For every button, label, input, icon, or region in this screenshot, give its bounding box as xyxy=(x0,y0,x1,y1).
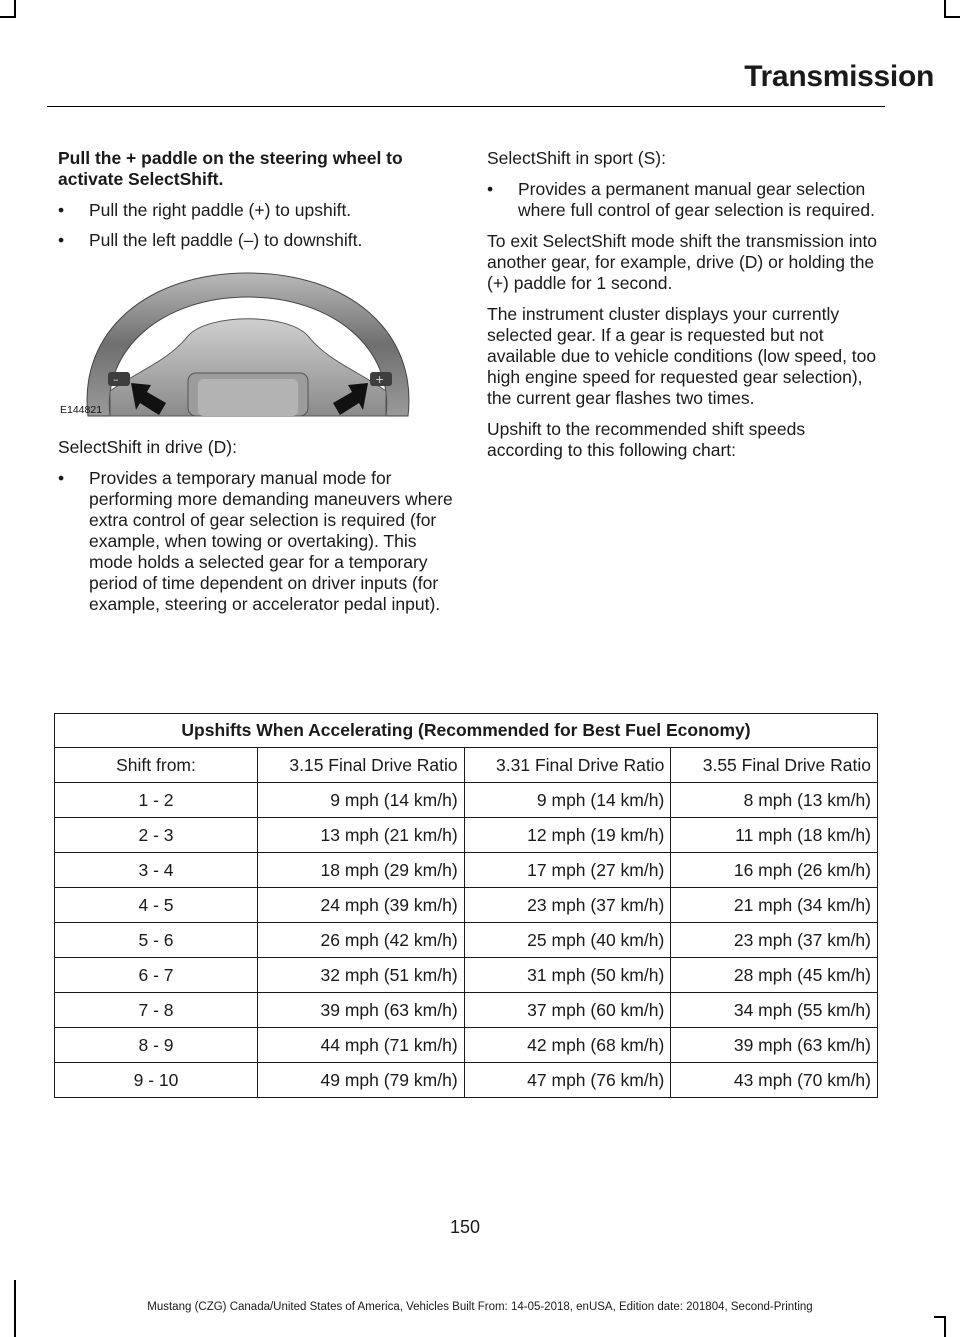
table-cell: 39 mph (63 km/h) xyxy=(258,993,465,1028)
table-row xyxy=(55,888,878,923)
table-cell: 42 mph (68 km/h) xyxy=(464,1028,671,1063)
table-cell: 16 mph (26 km/h) xyxy=(671,853,878,888)
table-cell: 7 - 8 xyxy=(55,993,258,1028)
table-cell: 25 mph (40 km/h) xyxy=(464,923,671,958)
left-column xyxy=(58,148,453,625)
table-cell: 18 mph (29 km/h) xyxy=(258,853,465,888)
table-cell: 8 - 9 xyxy=(55,1028,258,1063)
drive-heading: SelectShift in drive (D): xyxy=(58,437,237,457)
upshift-paragraph: Upshift to the recommended shift speeds according to this following chart: xyxy=(487,419,806,460)
table-cell: 8 mph (13 km/h) xyxy=(671,783,878,818)
crop-mark-bottom-right-h xyxy=(934,1316,946,1318)
table-cell: 49 mph (79 km/h) xyxy=(258,1063,465,1098)
crop-mark-top-left xyxy=(14,0,16,17)
table-row xyxy=(55,783,878,818)
page-number: 150 xyxy=(449,1217,481,1237)
table-cell: 24 mph (39 km/h) xyxy=(258,888,465,923)
table-cell: 37 mph (60 km/h) xyxy=(464,993,671,1028)
intro-bullet-list xyxy=(58,200,453,251)
table-cell: 32 mph (51 km/h) xyxy=(258,958,465,993)
drive-bullet-list xyxy=(58,468,453,615)
table-cell: 39 mph (63 km/h) xyxy=(671,1028,878,1063)
table-cell: 9 - 10 xyxy=(55,1063,258,1098)
exit-paragraph: To exit SelectShift mode shift the transmission into another gear, for example, drive (D) or holding the (+) paddle for 1 second. xyxy=(487,231,878,293)
table-row xyxy=(55,818,878,853)
list-item: • Provides a permanent manual gear selection where full control of gear selection is required. xyxy=(487,179,882,221)
upshift-speed-table xyxy=(54,713,878,1098)
table-cell: 17 mph (27 km/h) xyxy=(464,853,671,888)
column-header: Shift from: xyxy=(55,748,258,783)
table-row xyxy=(55,958,878,993)
table-cell: 9 mph (14 km/h) xyxy=(464,783,671,818)
crop-mark-bottom-right xyxy=(944,1316,946,1337)
crop-mark-top-left-h xyxy=(0,16,16,18)
table-cell: 28 mph (45 km/h) xyxy=(671,958,878,993)
column-header: 3.15 Final Drive Ratio xyxy=(258,748,465,783)
table-cell: 5 - 6 xyxy=(55,923,258,958)
table-cell: 31 mph (50 km/h) xyxy=(464,958,671,993)
table-cell: 21 mph (34 km/h) xyxy=(671,888,878,923)
list-item: • Pull the left paddle (–) to downshift. xyxy=(58,230,453,251)
intro-bold-text: Pull the + paddle on the steering wheel to activate SelectShift. xyxy=(58,148,403,189)
table-cell: 1 - 2 xyxy=(55,783,258,818)
sport-heading: SelectShift in sport (S): xyxy=(487,148,666,168)
svg-text:+: + xyxy=(375,373,385,386)
table-cell: 34 mph (55 km/h) xyxy=(671,993,878,1028)
table-cell: 2 - 3 xyxy=(55,818,258,853)
table-cell: 3 - 4 xyxy=(55,853,258,888)
list-item: • Pull the right paddle (+) to upshift. xyxy=(58,200,453,221)
page-title: Transmission xyxy=(744,60,934,93)
column-header: 3.31 Final Drive Ratio xyxy=(464,748,671,783)
figure-code: E144821 xyxy=(60,404,103,416)
steering-wheel-paddles-illustration xyxy=(58,261,438,421)
steering-wheel-figure xyxy=(58,261,438,421)
table-cell: 13 mph (21 km/h) xyxy=(258,818,465,853)
table-cell: 9 mph (14 km/h) xyxy=(258,783,465,818)
right-column xyxy=(487,148,882,471)
table-caption: Upshifts When Accelerating (Recommended for Best Fuel Economy) xyxy=(55,714,878,748)
sport-bullet-list xyxy=(487,179,882,221)
table-cell: 23 mph (37 km/h) xyxy=(671,923,878,958)
table-cell: 43 mph (70 km/h) xyxy=(671,1063,878,1098)
table-row xyxy=(55,923,878,958)
table-row xyxy=(55,1028,878,1063)
table-cell: 4 - 5 xyxy=(55,888,258,923)
table-row xyxy=(55,993,878,1028)
cluster-paragraph: The instrument cluster displays your currently selected gear. If a gear is requested but not available due to vehicle conditions (low speed, too high engine speed for requested gear selection), the current gear flashes two times. xyxy=(487,304,877,408)
table-cell: 6 - 7 xyxy=(55,958,258,993)
table-cell: 44 mph (71 km/h) xyxy=(258,1028,465,1063)
svg-text:–: – xyxy=(113,373,119,386)
table-cell: 23 mph (37 km/h) xyxy=(464,888,671,923)
crop-mark-top-right xyxy=(944,0,946,17)
table-cell: 26 mph (42 km/h) xyxy=(258,923,465,958)
table-cell: 11 mph (18 km/h) xyxy=(671,818,878,853)
table-header-row xyxy=(55,748,878,783)
column-header: 3.55 Final Drive Ratio xyxy=(671,748,878,783)
header-divider xyxy=(47,106,885,107)
table-row xyxy=(55,1063,878,1098)
crop-mark-top-right-h xyxy=(944,16,960,18)
table-cell: 47 mph (76 km/h) xyxy=(464,1063,671,1098)
footer-text: Mustang (CZG) Canada/United States of America, Vehicles Built From: 14-05-2018, enUSA, Edition date: 201804, Second-Printing xyxy=(147,1301,813,1313)
list-item: • Provides a temporary manual mode for performing more demanding maneuvers where extra control of gear selection is required (for example, when towing or overtaking). This mode holds a selected gear for a temporary period of time dependent on driver inputs (for example, steering or accelerator pedal input). xyxy=(58,468,453,615)
table-row xyxy=(55,853,878,888)
table-cell: 12 mph (19 km/h) xyxy=(464,818,671,853)
